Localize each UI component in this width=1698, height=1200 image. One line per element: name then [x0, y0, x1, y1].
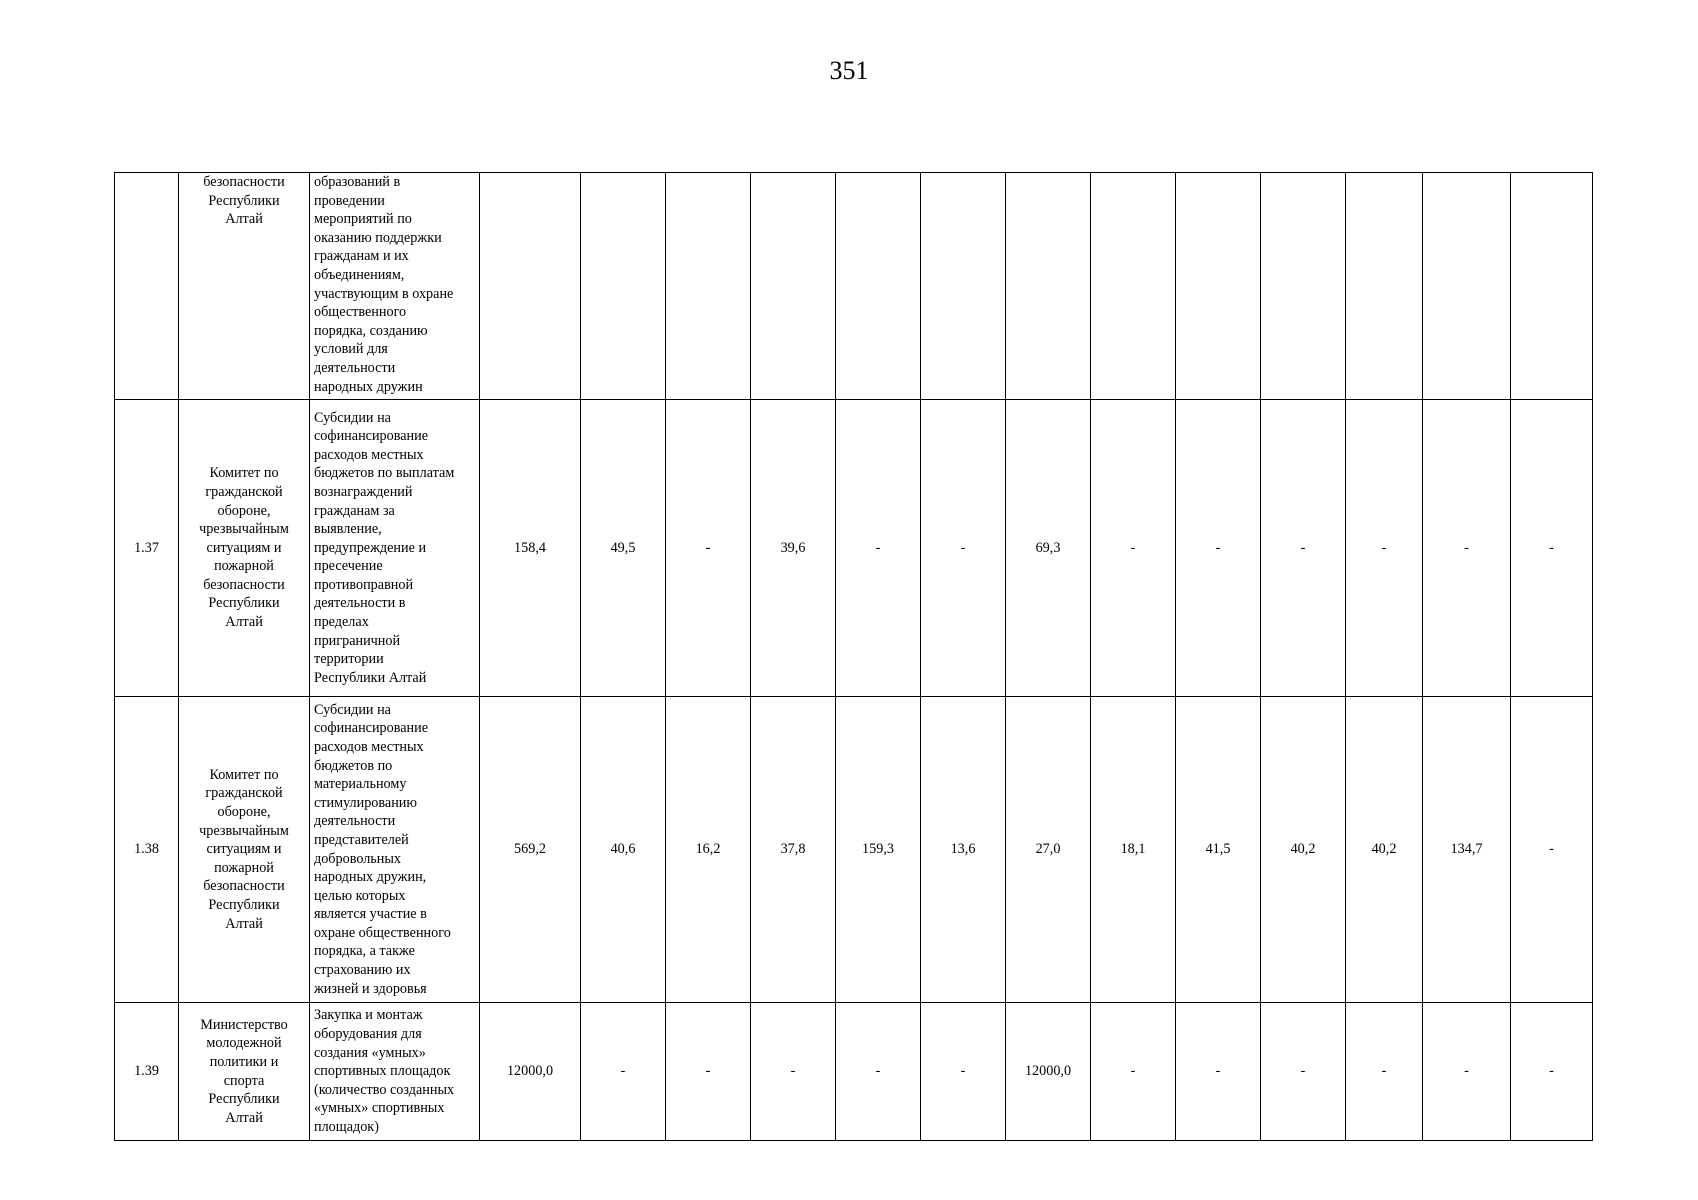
- description-line: жизней и здоровья: [314, 980, 427, 997]
- value-cell: 159,3: [836, 697, 921, 1003]
- description-cell: [310, 1003, 480, 1141]
- value-cell: 69,3: [1006, 400, 1091, 697]
- description-cell: [310, 400, 480, 697]
- description-line: проведении: [314, 192, 385, 209]
- value-cell: -: [1511, 697, 1593, 1003]
- description-line: порядка, а также: [314, 943, 415, 960]
- value-cell: [836, 173, 921, 400]
- value-cell: 40,2: [1261, 697, 1346, 1003]
- value-cell: [581, 173, 666, 400]
- value-cell: [1006, 173, 1091, 400]
- value-cell: [666, 173, 751, 400]
- description-line: вознаграждений: [314, 483, 413, 500]
- value-cell: -: [1261, 1003, 1346, 1141]
- organization-cell: [179, 697, 310, 1003]
- value-cell: [751, 173, 836, 400]
- description-line: целью которых: [314, 887, 406, 904]
- value-cell: -: [1261, 400, 1346, 697]
- value-cell: 158,4: [480, 400, 581, 697]
- description-cell: [310, 697, 480, 1003]
- description-line: народных дружин: [314, 378, 423, 395]
- description-line: пресечение: [314, 558, 383, 575]
- value-cell: 12000,0: [480, 1003, 581, 1141]
- description-line: деятельности: [314, 813, 396, 830]
- description-line: условий для: [314, 341, 388, 358]
- value-cell: -: [1346, 1003, 1423, 1141]
- value-cell: -: [921, 400, 1006, 697]
- value-cell: 39,6: [751, 400, 836, 697]
- organization-line: Алтай: [225, 211, 263, 228]
- organization-line: Алтай: [225, 915, 263, 932]
- organization-line: Республики: [208, 595, 280, 612]
- value-cell: -: [1346, 400, 1423, 697]
- description-line: образований в: [314, 174, 401, 190]
- description-line: добровольных: [314, 850, 401, 867]
- row-number-cell: [115, 173, 179, 400]
- value-cell: -: [1511, 400, 1593, 697]
- value-cell: [1423, 173, 1511, 400]
- description-line: предупреждение и: [314, 539, 427, 556]
- organization-line: политики и: [209, 1053, 279, 1070]
- table-row: [115, 400, 1593, 697]
- organization-line: чрезвычайным: [199, 822, 289, 839]
- organization-line: Республики: [208, 1091, 280, 1108]
- description-line: стимулированию: [314, 794, 417, 811]
- value-cell: 37,8: [751, 697, 836, 1003]
- organization-line: Алтай: [225, 614, 263, 631]
- description-line: бюджетов по выплатам: [314, 465, 455, 482]
- value-cell: -: [1423, 1003, 1511, 1141]
- description-line: расходов местных: [314, 738, 424, 755]
- organization-line: Республики: [208, 192, 280, 209]
- description-line: Субсидии на: [314, 409, 391, 426]
- organization-line: безопасности: [203, 878, 285, 895]
- description-line: площадок): [314, 1118, 379, 1135]
- description-line: территории: [314, 651, 384, 668]
- value-cell: 40,2: [1346, 697, 1423, 1003]
- value-cell: 40,6: [581, 697, 666, 1003]
- value-cell: [1091, 173, 1176, 400]
- value-cell: [1176, 173, 1261, 400]
- description-line: Закупка и монтаж: [314, 1007, 423, 1024]
- value-cell: -: [836, 1003, 921, 1141]
- value-cell: -: [921, 1003, 1006, 1141]
- row-number-cell: 1.37: [115, 400, 179, 697]
- organization-line: обороне,: [217, 502, 271, 519]
- description-line: объединениям,: [314, 266, 405, 283]
- organization-line: Комитет по: [209, 465, 279, 482]
- description-line: оказанию поддержки: [314, 229, 442, 246]
- table-row: [115, 1003, 1593, 1141]
- row-number-cell: 1.38: [115, 697, 179, 1003]
- value-cell: 16,2: [666, 697, 751, 1003]
- organization-cell: [179, 173, 310, 400]
- organization-cell: [179, 400, 310, 697]
- description-line: деятельности в: [314, 595, 406, 612]
- value-cell: [1261, 173, 1346, 400]
- organization-line: Министерство: [200, 1016, 288, 1033]
- description-line: спортивных площадок: [314, 1063, 451, 1080]
- description-line: гражданам и их: [314, 248, 409, 265]
- value-cell: 12000,0: [1006, 1003, 1091, 1141]
- value-cell: -: [666, 1003, 751, 1141]
- description-line: порядка, созданию: [314, 322, 428, 339]
- description-line: бюджетов по: [314, 757, 393, 774]
- organization-line: спорта: [223, 1072, 265, 1089]
- value-cell: -: [1091, 1003, 1176, 1141]
- table-row: [115, 173, 1593, 400]
- value-cell: 41,5: [1176, 697, 1261, 1003]
- row-number-cell: 1.39: [115, 1003, 179, 1141]
- description-line: «умных» спортивных: [314, 1100, 445, 1117]
- value-cell: [1511, 173, 1593, 400]
- description-line: приграничной: [314, 632, 401, 649]
- value-cell: -: [666, 400, 751, 697]
- description-line: Субсидии на: [314, 701, 391, 718]
- value-cell: -: [581, 1003, 666, 1141]
- description-line: Республики Алтай: [314, 669, 427, 686]
- description-line: материальному: [314, 776, 407, 793]
- description-line: пределах: [314, 614, 369, 631]
- organization-line: пожарной: [214, 859, 274, 876]
- organization-line: Алтай: [225, 1109, 263, 1126]
- organization-line: безопасности: [203, 174, 285, 190]
- organization-line: пожарной: [214, 558, 274, 575]
- description-line: оборудования для: [314, 1026, 422, 1043]
- description-line: страхованию их: [314, 962, 411, 979]
- description-line: (количество созданных: [314, 1081, 455, 1098]
- budget-table: [114, 172, 1593, 1141]
- description-line: создания «умных»: [314, 1044, 426, 1061]
- value-cell: -: [1176, 400, 1261, 697]
- description-line: софинансирование: [314, 720, 429, 737]
- value-cell: 569,2: [480, 697, 581, 1003]
- description-line: представителей: [314, 831, 409, 848]
- value-cell: -: [1091, 400, 1176, 697]
- description-line: выявление,: [314, 521, 382, 538]
- description-line: народных дружин,: [314, 869, 427, 886]
- description-line: участвующим в охране: [314, 285, 454, 302]
- value-cell: -: [751, 1003, 836, 1141]
- value-cell: -: [836, 400, 921, 697]
- description-line: мероприятий по: [314, 211, 412, 228]
- value-cell: 18,1: [1091, 697, 1176, 1003]
- table-row: [115, 697, 1593, 1003]
- organization-line: ситуациям и: [206, 841, 282, 858]
- organization-line: молодежной: [206, 1035, 282, 1052]
- organization-line: гражданской: [205, 785, 283, 802]
- value-cell: -: [1176, 1003, 1261, 1141]
- description-line: охране общественного: [314, 924, 451, 941]
- organization-cell: [179, 1003, 310, 1141]
- organization-line: Комитет по: [209, 766, 279, 783]
- value-cell: [1346, 173, 1423, 400]
- value-cell: -: [1423, 400, 1511, 697]
- description-line: расходов местных: [314, 446, 424, 463]
- value-cell: 13,6: [921, 697, 1006, 1003]
- description-cell: [310, 173, 480, 400]
- description-line: софинансирование: [314, 428, 429, 445]
- value-cell: 49,5: [581, 400, 666, 697]
- value-cell: -: [1511, 1003, 1593, 1141]
- description-line: противоправной: [314, 576, 414, 593]
- value-cell: 134,7: [1423, 697, 1511, 1003]
- organization-line: чрезвычайным: [199, 521, 289, 538]
- value-cell: [480, 173, 581, 400]
- organization-line: гражданской: [205, 483, 283, 500]
- value-cell: [921, 173, 1006, 400]
- page-number: 351: [829, 56, 869, 85]
- description-line: гражданам за: [314, 502, 395, 519]
- description-line: является участие в: [314, 906, 427, 923]
- organization-line: безопасности: [203, 576, 285, 593]
- organization-line: Республики: [208, 896, 280, 913]
- organization-line: ситуациям и: [206, 539, 282, 556]
- organization-line: обороне,: [217, 804, 271, 821]
- value-cell: 27,0: [1006, 697, 1091, 1003]
- description-line: общественного: [314, 304, 407, 321]
- description-line: деятельности: [314, 359, 396, 376]
